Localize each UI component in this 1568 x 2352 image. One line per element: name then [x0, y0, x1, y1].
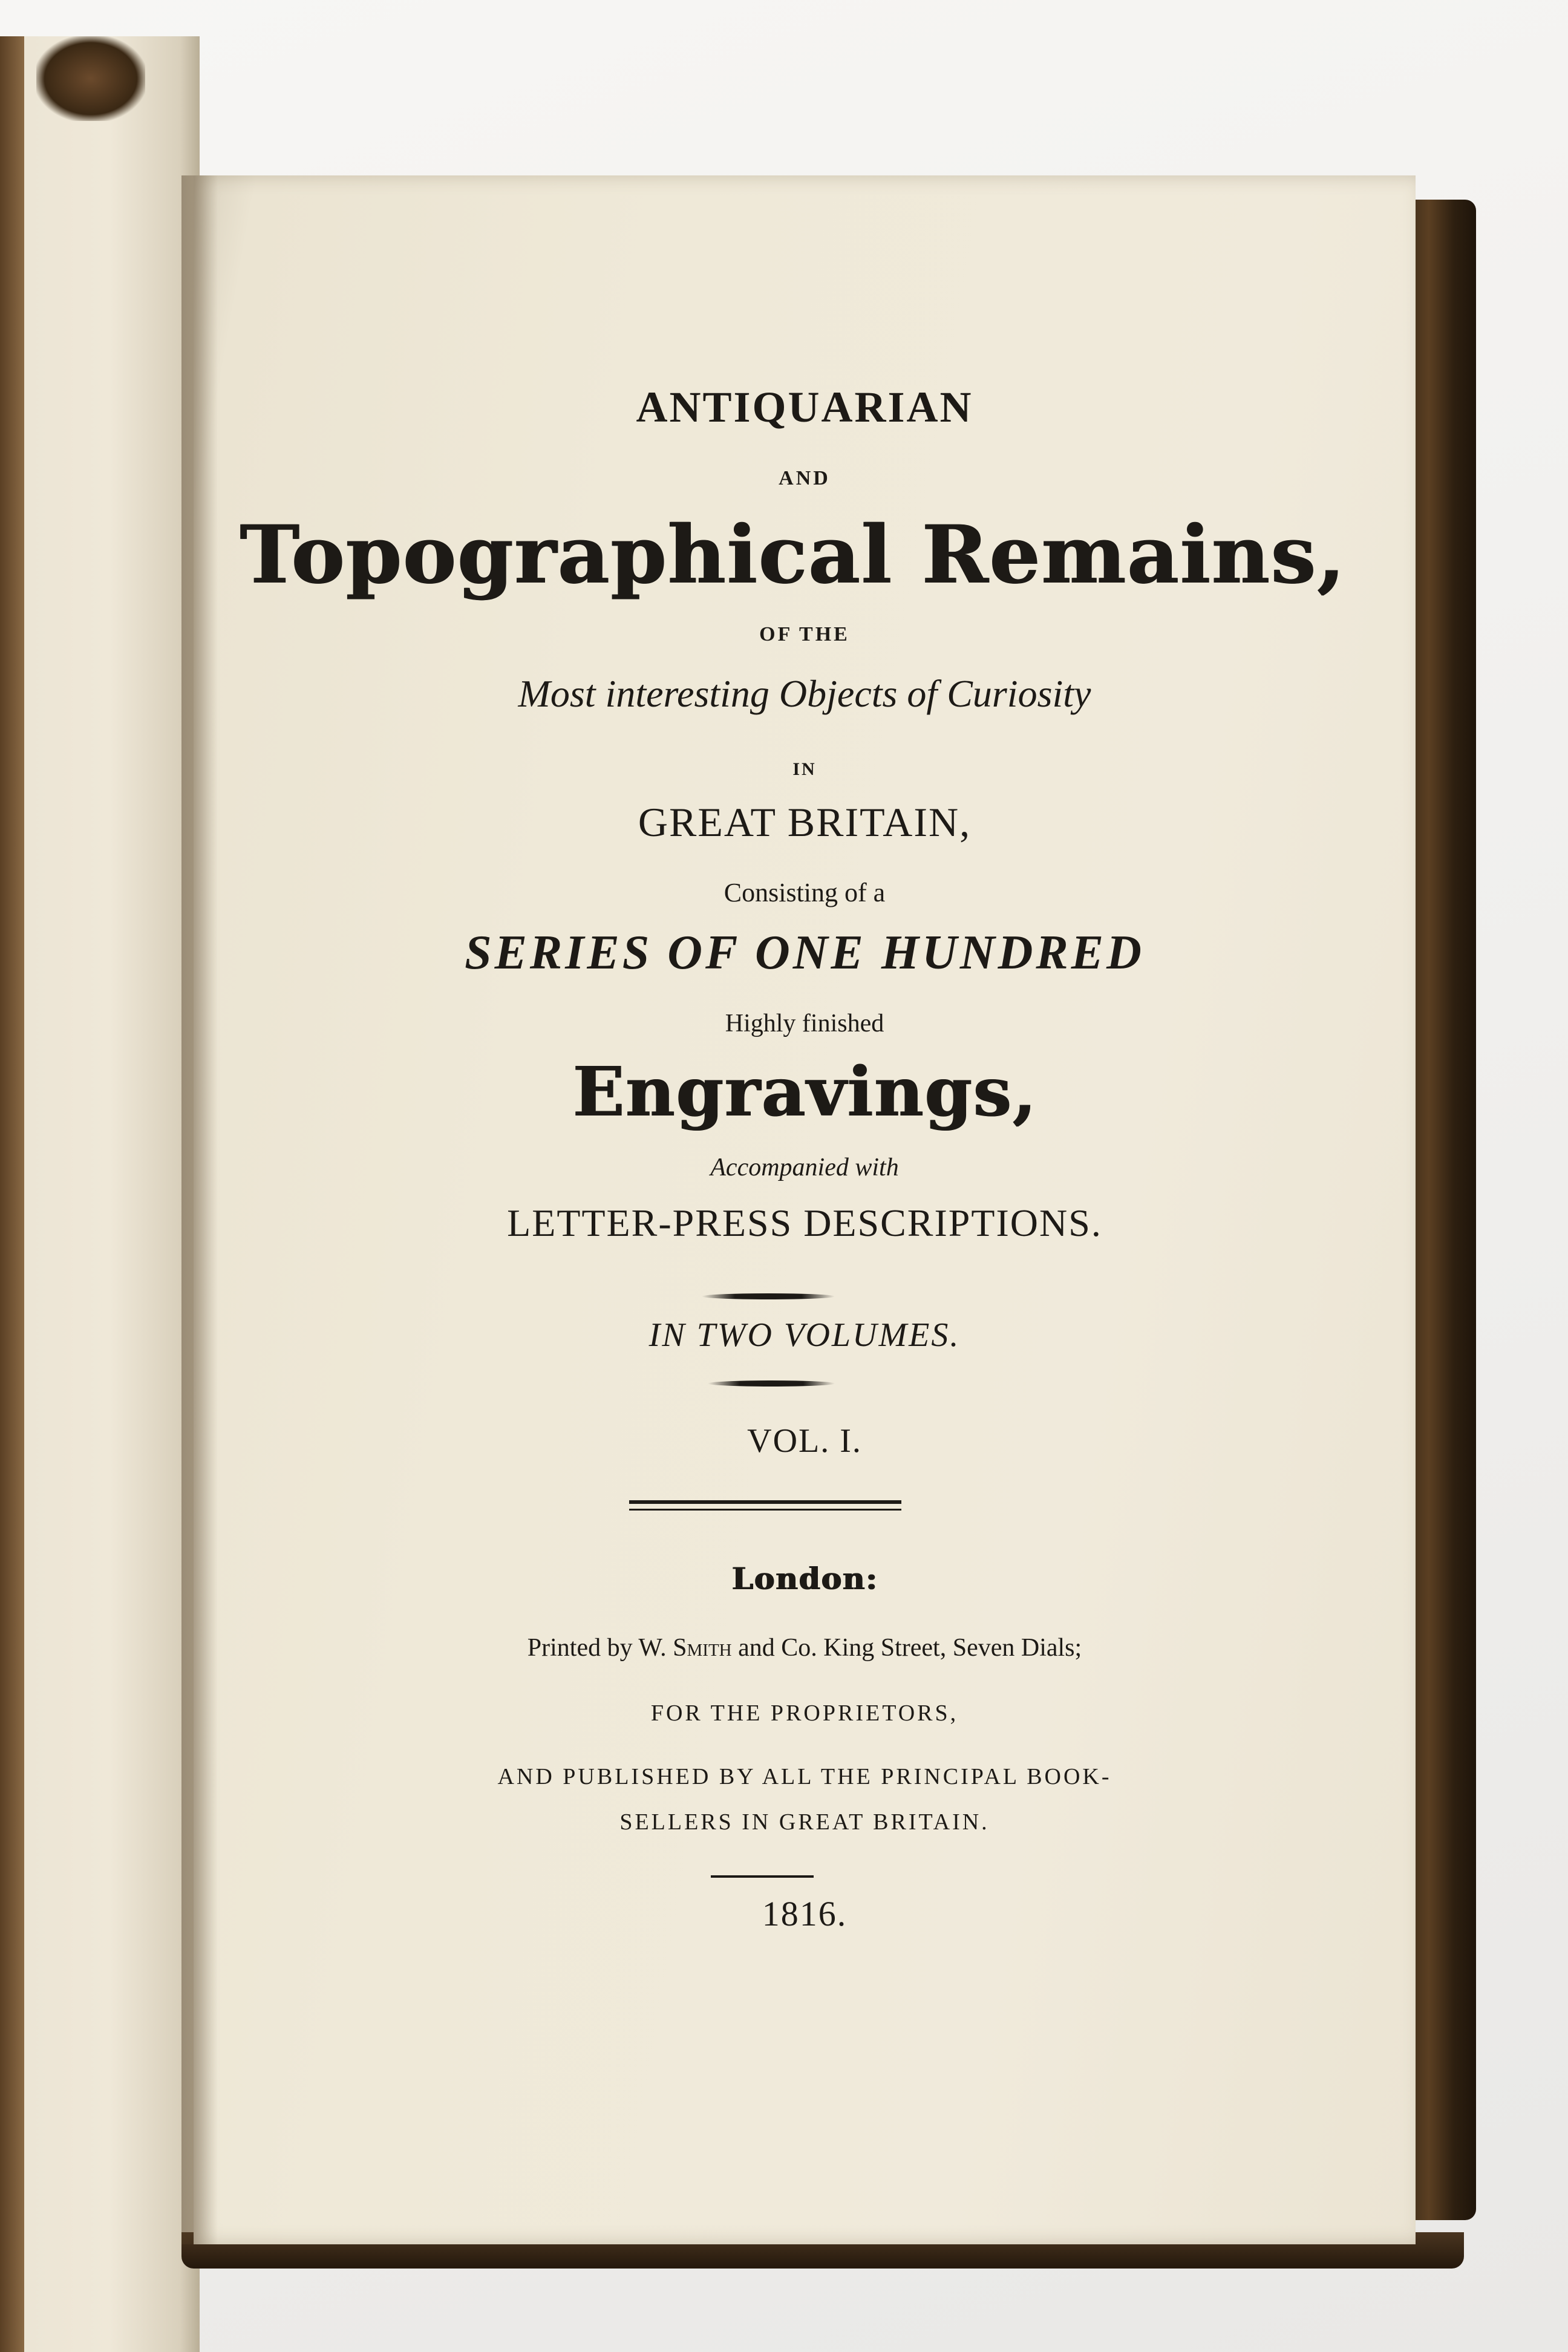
publishers-line-1: AND PUBLISHED BY ALL THE PRINCIPAL BOOK- [497, 1764, 1112, 1789]
printer-name: Smith [673, 1634, 732, 1662]
title-engravings: Engravings, [572, 1053, 1037, 1132]
left-facing-page [0, 36, 200, 2352]
left-cover-edge [0, 36, 24, 2352]
swell-rule-2 [708, 1380, 835, 1387]
printer-prefix: Printed by W. [527, 1634, 667, 1662]
title-consisting-of: Consisting of a [724, 878, 886, 907]
publication-year: 1816. [762, 1894, 848, 1933]
title-of-the: OF THE [759, 623, 850, 645]
title-accompanied-with: Accompanied with [710, 1154, 899, 1181]
volumes-line: IN TWO VOLUMES. [648, 1316, 961, 1354]
title-and: AND [779, 467, 831, 489]
title-antiquarian: ANTIQUARIAN [636, 383, 973, 431]
proprietors-line: FOR THE PROPRIETORS, [650, 1700, 959, 1726]
title-letter-press: LETTER-PRESS DESCRIPTIONS. [507, 1201, 1102, 1244]
short-rule [711, 1875, 814, 1878]
double-rule-top [629, 1500, 901, 1504]
title-most-interesting: Most interesting Objects of Curiosity [518, 672, 1091, 715]
swell-rule-1 [702, 1293, 835, 1299]
title-highly-finished: Highly finished [725, 1010, 884, 1037]
imprint-city: London: [731, 1561, 878, 1596]
publishers-line-2: SELLERS IN GREAT BRITAIN. [619, 1809, 990, 1835]
volume-number: VOL. I. [747, 1422, 862, 1460]
title-great-britain: GREAT BRITAIN, [638, 799, 972, 845]
title-topographical-remains: Topographical Remains, [239, 508, 1346, 602]
title-in: IN [792, 759, 817, 779]
printer-suffix: and Co. King Street, Seven Dials; [738, 1634, 1082, 1662]
double-rule-bottom [629, 1509, 901, 1511]
spine-head [36, 36, 145, 121]
printer-line [194, 1633, 1416, 1662]
title-series: SERIES OF ONE HUNDRED [465, 926, 1145, 979]
